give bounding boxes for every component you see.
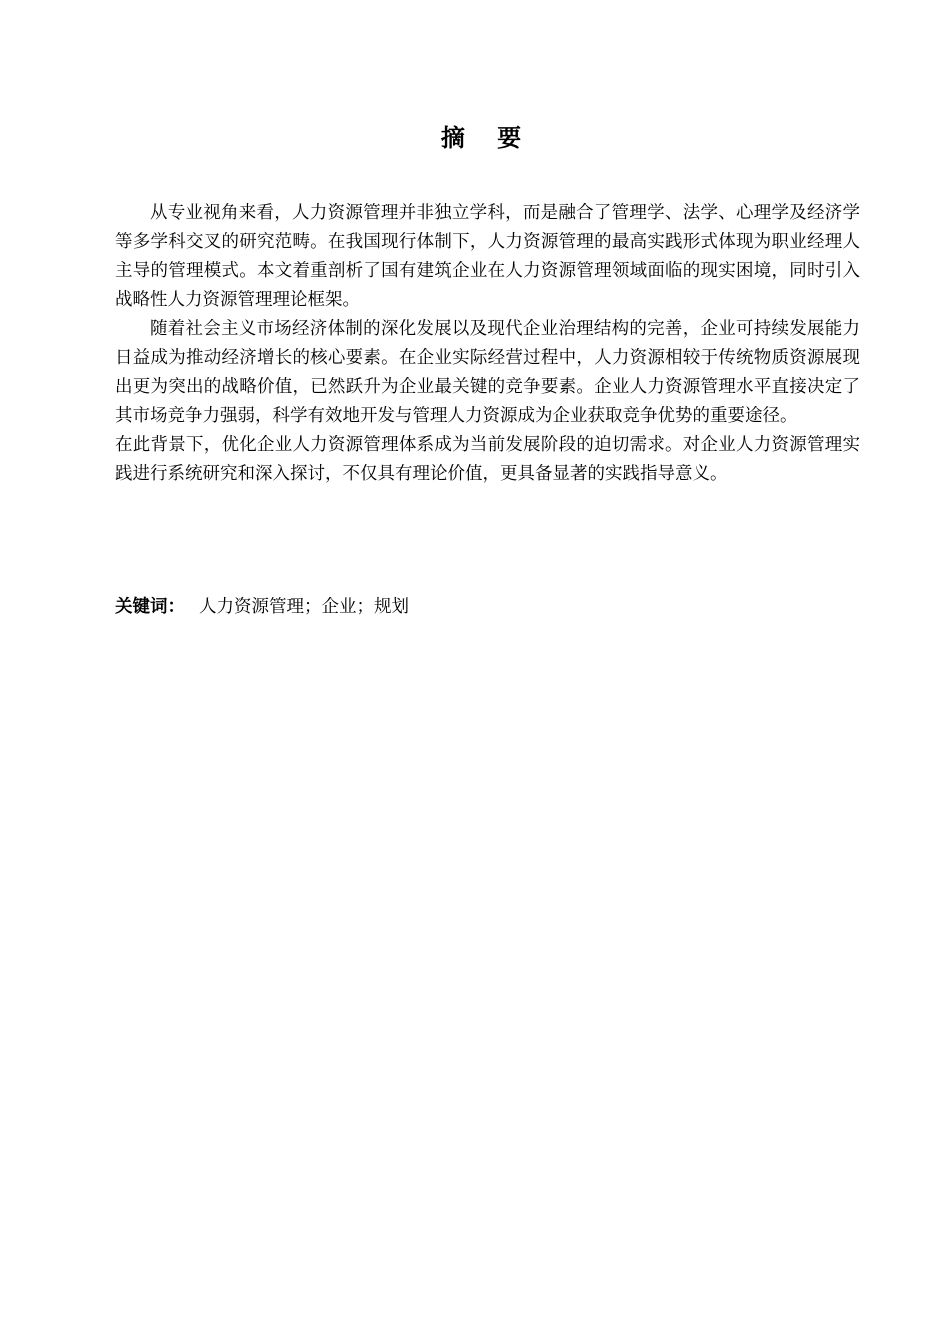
abstract-paragraph-1: 从专业视角来看，人力资源管理并非独立学科，而是融合了管理学、法学、心理学及经济学等多学科交叉的研究范畴。在我国现行体制下，人力资源管理的最高实践形式体现为职业经理人主导的管理模式。本文着重剖析了国有建筑企业在人力资源管理领域面临的现实困境，同时引入战略性人力资源管理理论框架。 <box>115 203 860 310</box>
abstract-paragraph-3: 在此背景下，优化企业人力资源管理体系成为当前发展阶段的迫切需求。对企业人力资源管理实践进行系统研究和深入探讨，不仅具有理论价值，更具备显著的实践指导意义。 <box>115 435 860 484</box>
page-title: 摘 要 <box>440 124 534 152</box>
keywords-label: 关键词： <box>115 597 185 617</box>
abstract-body <box>115 199 860 489</box>
keywords-value: 人力资源管理；企业；规划 <box>199 597 409 617</box>
keywords-line <box>115 593 860 622</box>
abstract-paragraph-2: 随着社会主义市场经济体制的深化发展以及现代企业治理结构的完善，企业可持续发展能力日益成为推动经济增长的核心要素。在企业实际经营过程中，人力资源相较于传统物质资源展现出更为突出的战略价值，已然跃升为企业最关键的竞争要素。企业人力资源管理水平直接决定了其市场竞争力强弱，科学有效地开发与管理人力资源成为企业获取竞争优势的重要途径。 <box>115 319 860 426</box>
